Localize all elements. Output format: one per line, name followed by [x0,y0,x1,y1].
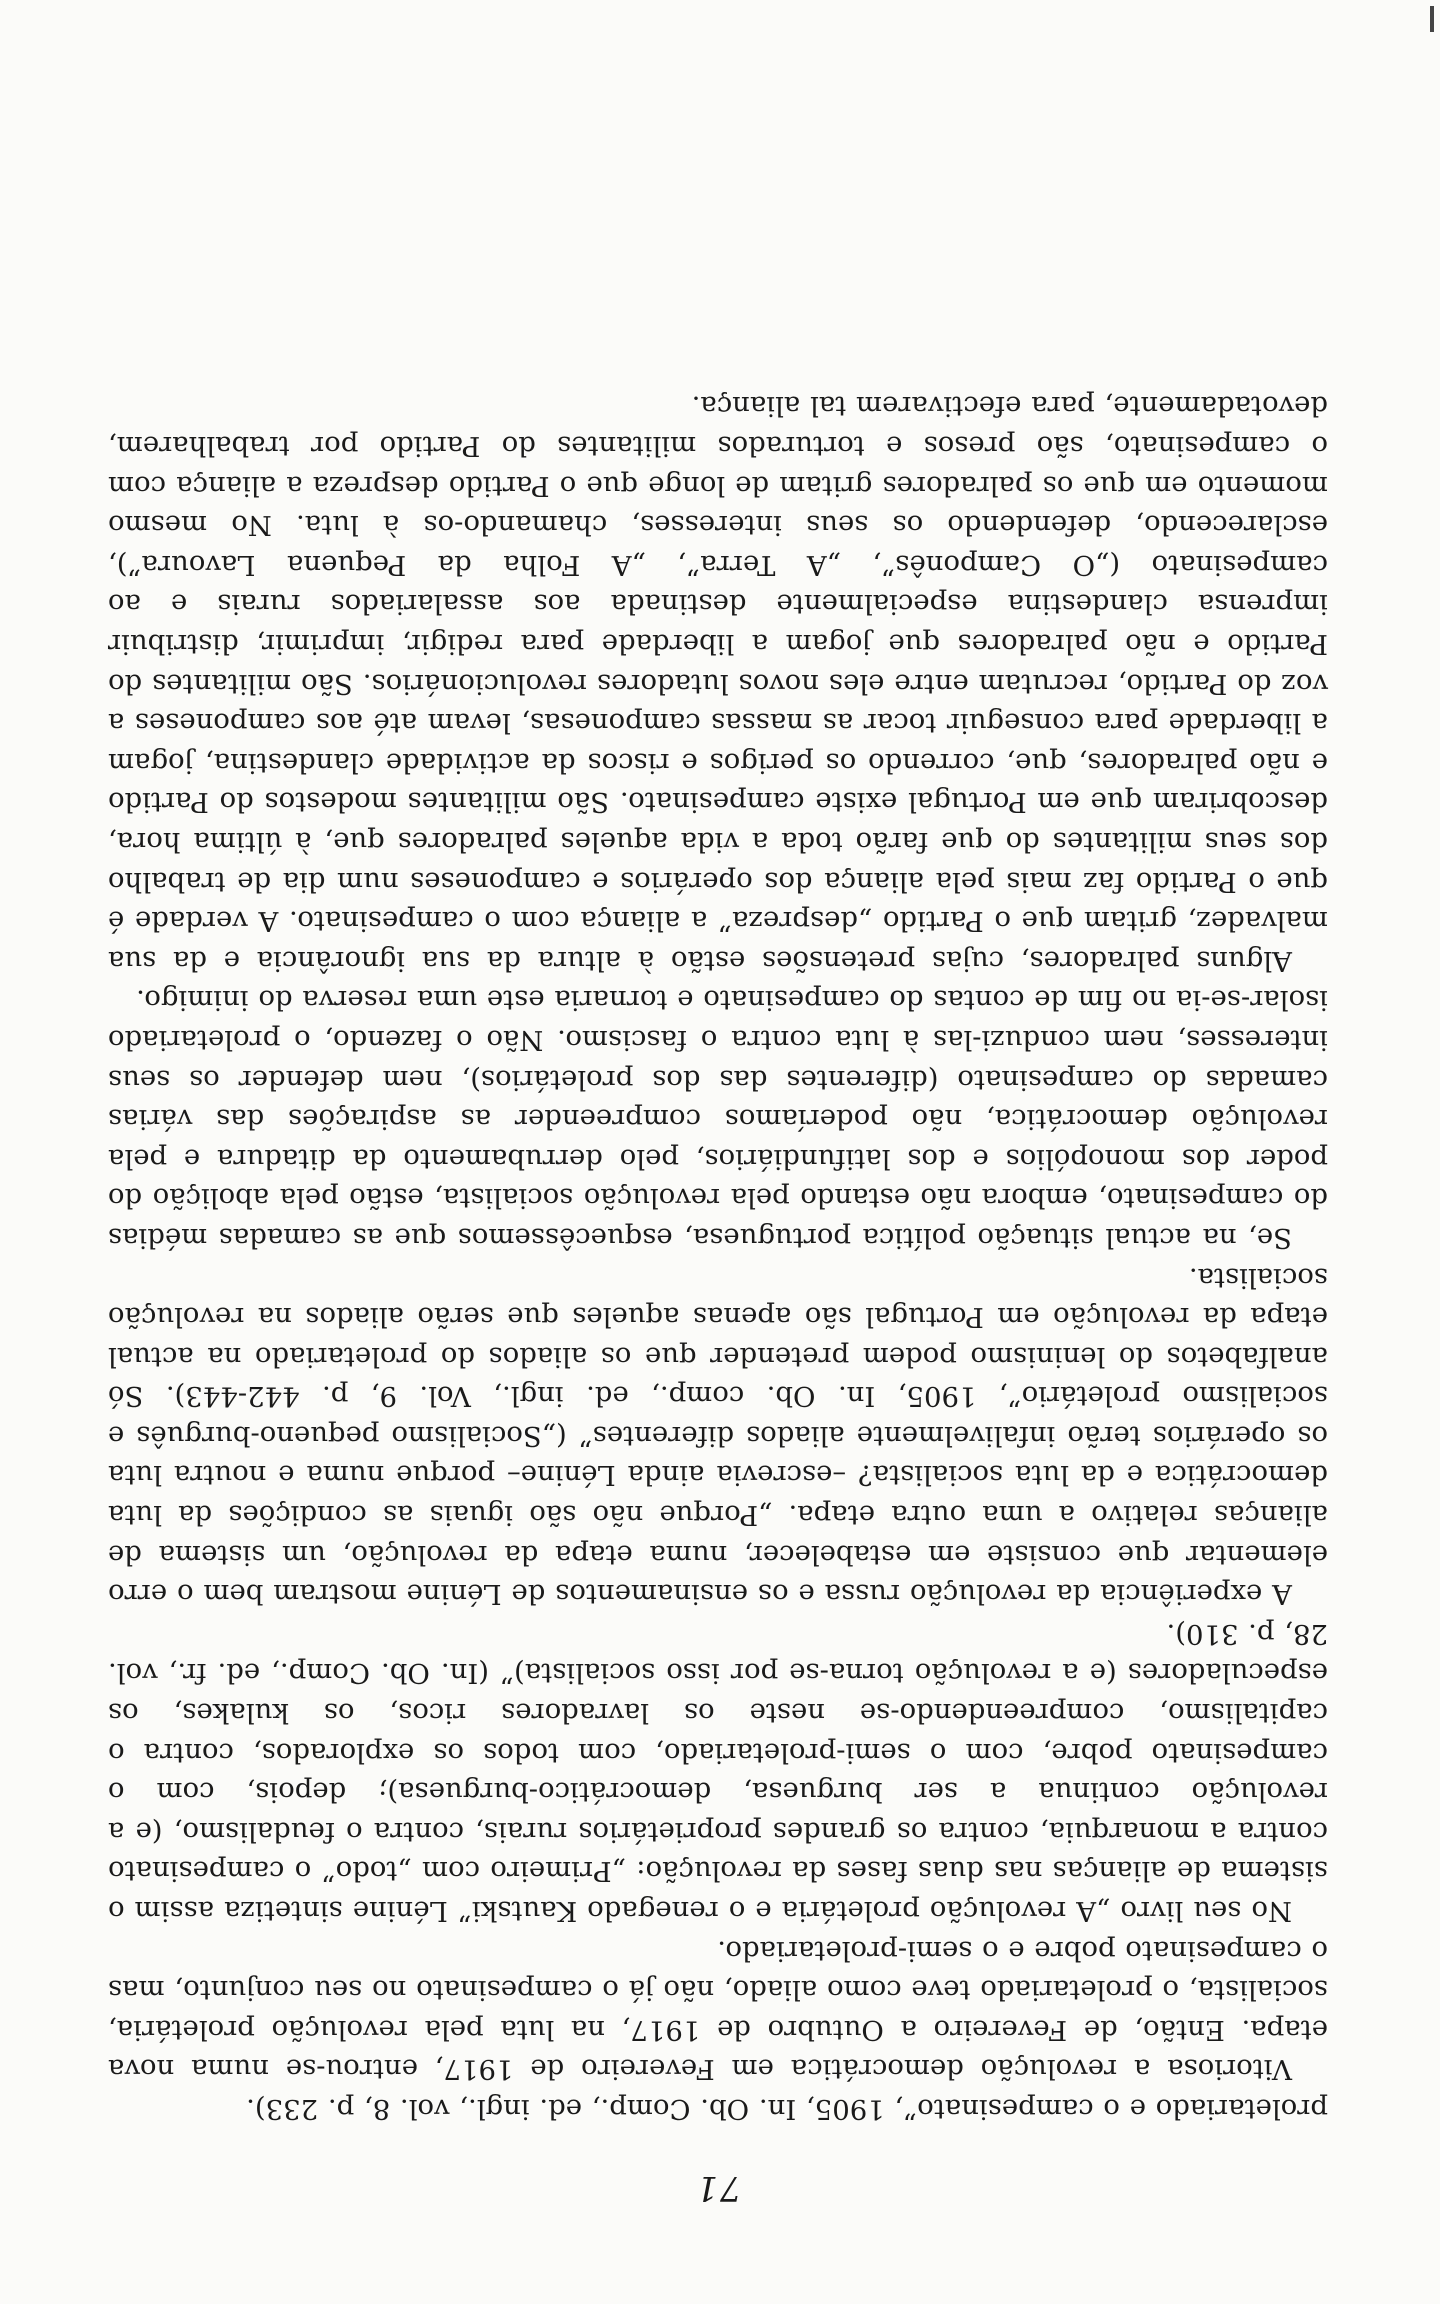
paragraph-february-revolution: Vitoriosa a revolução democrática em Fevereiro de 1917, entrou-se numa nova etapa. Então, de Fevereiro a Outubro de 1917, na luta pela revolução proletária, socialista, o proletariado teve como aliado, não já o campesinato no seu conjunto, mas o campesinato pobre e o semi-proletariado. [108,1934,1328,2086]
page-content [108,386,1328,2208]
paragraph-palradores: Alguns palradores, cujas pretensões estão à altura da sua ignorância e da sua malvadez, gritam que o Partido „despreza” a aliança com o campesinato. A verdade é que o Partido faz mais pela aliança dos operários e camponeses num dia de trabalho dos seus militantes do que farão toda a vida aqueles palradores que, à última hora, descobriram que em Portugal existe campesinato. São militantes modestos do Partido e não palradores, que, correndo os perigos e riscos da actividade clandestina, jogam a liberdade para conseguir tocar as massas camponesas, levam até aos camponeses a voz do Partido, recrutam entre eles novos lutadores revolucionários. São militantes do Partido e não palradores que jogam a liberdade para redigir, imprimir, distribuir imprensa clandestina especialmente destinada aos assalariados rurais e ao campesinato („O Camponês”, „A Terra”, „A Folha da Pequena Lavoura”), esclarecendo, defendendo os seus interesses, chamando-os à luta. No mesmo momento em que os palradores gritam de longe que o Partido despreza a aliança com o campesinato, são presos e torturados militantes do Partido por trabalharem, devotadamente, para efectivarem tal aliança. [108,390,1328,977]
paragraph-russian-experience: A experiência da revolução russa e os ensinamentos de Lénine mostram bem o erro elementar que consiste em estabelecer, numa etapa da revolução, um sistema de alianças relativo a uma outra etapa. „Porque não são iguais as condições da luta democrática e da luta socialista? –escrevia ainda Lénine– porque numa e noutra luta os operários terão infalivelmente aliados diferentes” („Socialismo pequeno-burguês e socialismo proletário”, 1905, In. Ob. comp., ed. ingl., Vol. 9, p. 442-443). Só analfabetos do leninismo podem pretender que os aliados do proletariado na actual etapa da revolução em Portugal são apenas aqueles que serão aliados na revolução socialista. [108,1261,1328,1611]
paragraph-citation-end: proletariado e o campesinato”, 1905, In. Ob. Comp., ed. ingl., vol. 8, p. 233). [246,2093,1328,2125]
paragraph-portuguese-situation: Se, na actual situação política portuguesa, esquecêssemos que as camadas médias do campesinato, embora não estando pela revolução socialista, estão pela abolição do poder dos monopólios e dos latifundiários, pelo derrubamento da ditadura e pela revolução democrática, não poderíamos compreender as aspirações das várias camadas do campesinato (diferentes das dos proletários), nem defender os seus interesses, nem conduzi-las à luta contra o fascismo. Não o fazendo, o proletariado isolar-se-ia no fim de contas do campesinato e tornaria este uma reserva do inimigo. [108,984,1328,1254]
paragraph-kautski: No seu livro „A revolução proletária e o renegado Kautski” Lénine sintetiza assim o sistema de alianças nas duas fases da revolução: „Primeiro com „todo” o campesinato contra a monarquia, contra os grandes proprietários rurais, contra o feudalismo, (e a revolução continua a ser burguesa, democrático-burguesa); depois, com o campesinato pobre, com o semi-proletariado, com todos os explorados, contra o capitalismo, compreendendo-se neste os lavradores ricos, os kulakes, os especuladores (e a revolução torna-se por isso socialista)” (In. Ob. Comp., ed. fr., vol. 28, p. 310). [108,1617,1328,1928]
page-number: 71 [694,2168,742,2208]
